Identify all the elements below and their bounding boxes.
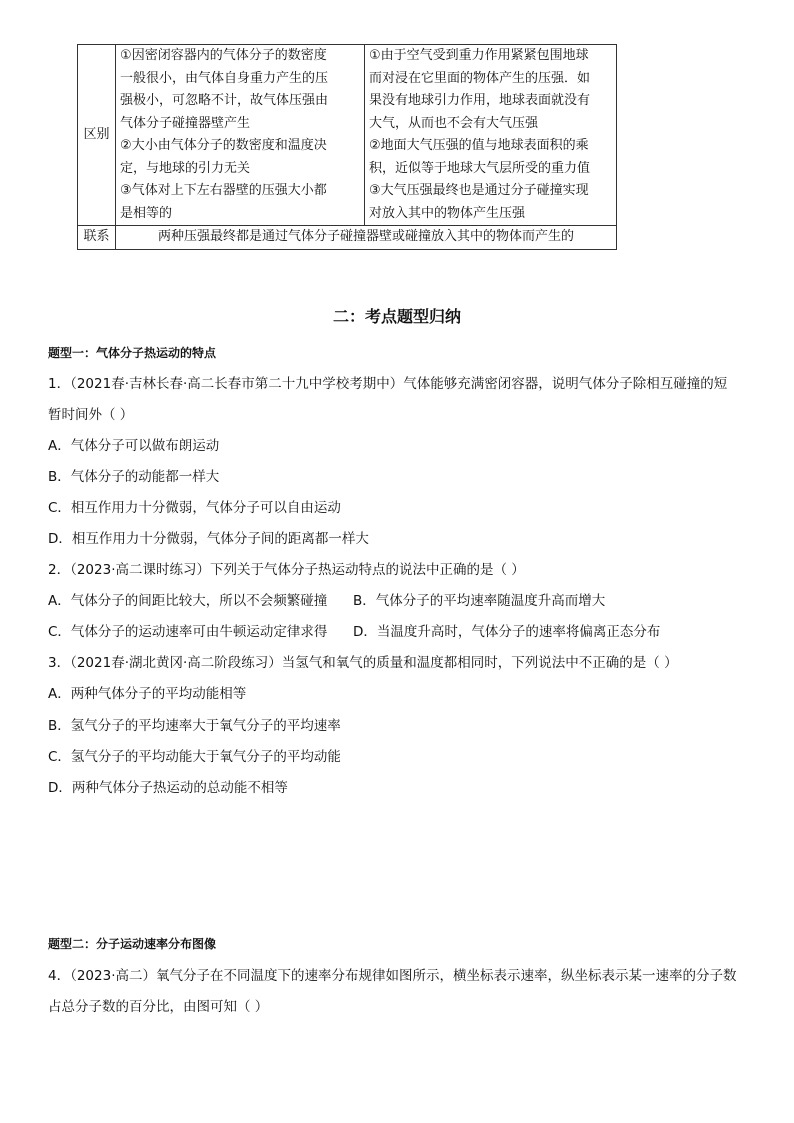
table-line: 果没有地球引力作用，地球表面就没有 xyxy=(368,93,590,108)
question-1-option-a[interactable]: A．气体分子可以做布朗运动 xyxy=(48,438,220,454)
row-label-connection: 联系 xyxy=(78,226,116,250)
table-line: 大气，从而也不会有大气压强 xyxy=(368,115,538,131)
question-2-option-c[interactable]: C．气体分子的运动速率可由牛顿运动定律求得 xyxy=(48,624,328,640)
table-line: ③气体对上下左右器壁的压强大小都 xyxy=(120,183,327,198)
question-3-option-d[interactable]: D．两种气体分子热运动的总动能不相等 xyxy=(48,780,288,796)
table-line: 是相等的 xyxy=(120,205,173,221)
question-1-stem-line2: 暂时间外（ ） xyxy=(48,407,134,423)
table-line: 强极小，可忽略不计，故气体压强由 xyxy=(120,93,329,108)
question-3-option-b[interactable]: B．氢气分子的平均速率大于氧气分子的平均速率 xyxy=(48,718,341,734)
table-line: ③大气压强最终也是通过分子碰撞实现 xyxy=(368,183,589,198)
table-line: ②地面大气压强的值与地球表面积的乘 xyxy=(368,138,589,153)
table-line: ①由于空气受到重力作用紧紧包围地球 xyxy=(368,48,589,63)
question-2-option-d[interactable]: D．当温度升高时，气体分子的速率将偏离正态分布 xyxy=(353,624,661,640)
table-line: ②大小由气体分子的数密度和温度决 xyxy=(120,138,327,153)
question-3-option-c[interactable]: C．氢气分子的平均动能大于氧气分子的平均动能 xyxy=(48,749,341,765)
comparison-table xyxy=(77,44,617,250)
question-1-option-c[interactable]: C．相互作用力十分微弱，气体分子可以自由运动 xyxy=(48,500,341,516)
question-2-option-a[interactable]: A．气体分子的间距比较大，所以不会频繁碰撞 xyxy=(48,593,328,609)
question-type-heading-1: 题型一：气体分子热运动的特点 xyxy=(48,346,217,360)
table-row-connection xyxy=(78,226,617,250)
question-3-stem: 3．（2021春·湖北黄冈·高二阶段练习）当氢气和氧气的质量和温度都相同时，下列说法中不正确的是（ ） xyxy=(48,655,678,671)
question-2-stem: 2．（2023·高二课时练习）下列关于气体分子热运动特点的说法中正确的是（ ） xyxy=(48,562,525,578)
container-pressure-cell xyxy=(116,45,365,226)
question-1-option-b[interactable]: B．气体分子的动能都一样大 xyxy=(48,469,220,485)
question-3-option-a[interactable]: A．两种气体分子的平均动能相等 xyxy=(48,686,247,702)
question-1-stem-line1: 1．（2021春·吉林长春·高二长春市第二十九中学校考期中）气体能够充满密闭容器，说明气体分子除相互碰撞的短 xyxy=(48,376,728,392)
table-line: 气体分子碰撞器壁产生 xyxy=(120,115,251,131)
table-row-difference xyxy=(78,45,617,226)
table-line: 定，与地球的引力无关 xyxy=(120,160,251,176)
question-1-option-d[interactable]: D．相互作用力十分微弱，气体分子间的距离都一样大 xyxy=(48,531,369,547)
connection-cell: 两种压强最终都是通过气体分子碰撞器壁或碰撞放入其中的物体而产生的 xyxy=(116,226,617,250)
table-line: 一般很小，由气体自身重力产生的压 xyxy=(120,70,329,86)
table-line: ①因密闭容器内的气体分子的数密度 xyxy=(120,48,327,63)
table-line: 而对浸在它里面的物体产生的压强．如 xyxy=(368,70,590,86)
table-line: 积，近似等于地球大气层所受的重力值 xyxy=(368,160,590,176)
question-2-option-b[interactable]: B．气体分子的平均速率随温度升高而增大 xyxy=(353,593,606,609)
question-4-stem-line2: 占总分子数的百分比，由图可知（ ） xyxy=(48,999,269,1015)
atmospheric-pressure-cell xyxy=(364,45,616,226)
section-title: 二：考点题型归纳 xyxy=(332,307,461,326)
table-line: 对放入其中的物体产生压强 xyxy=(368,205,525,221)
question-type-heading-2: 题型二：分子运动速率分布图像 xyxy=(48,937,217,951)
question-4-stem-line1: 4．（2023·高二）氧气分子在不同温度下的速率分布规律如图所示，横坐标表示速率，纵坐标表示某一速率的分子数 xyxy=(48,968,737,984)
row-label-difference: 区别 xyxy=(78,45,116,226)
